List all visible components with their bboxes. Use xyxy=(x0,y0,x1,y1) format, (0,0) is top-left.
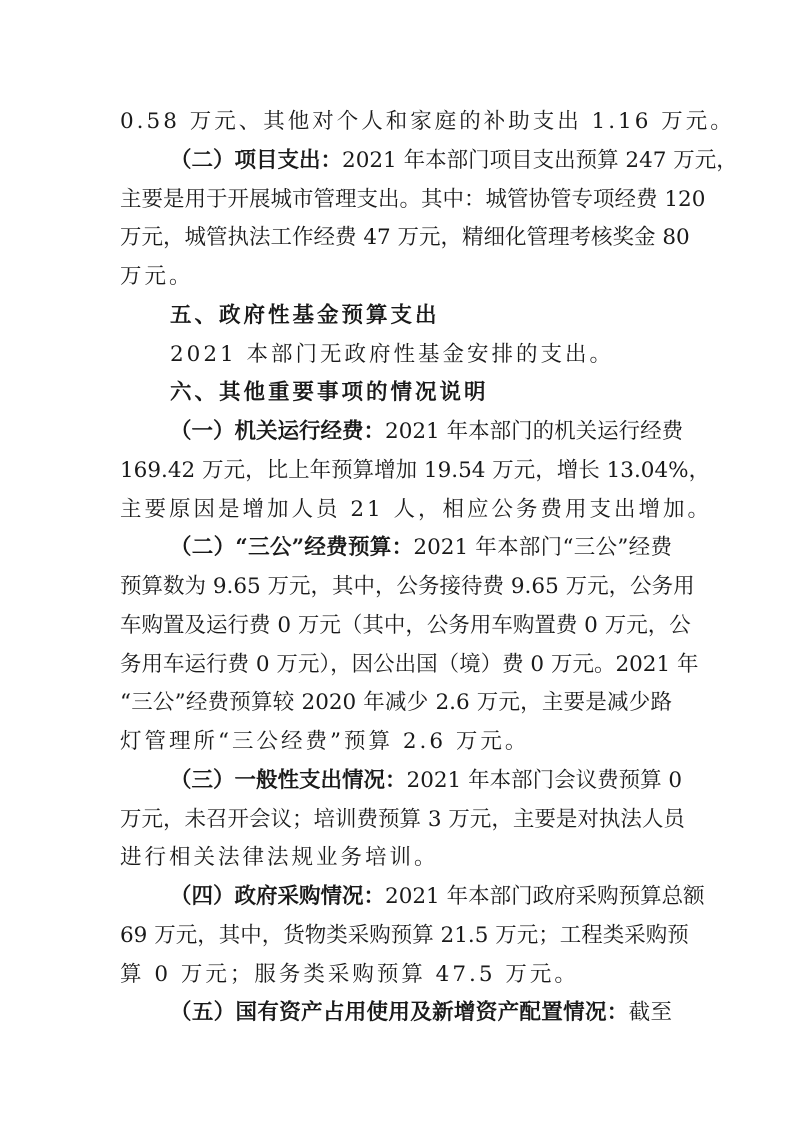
body-text: 算 0 万元；服务类采购预算 47.5 万元。 xyxy=(120,961,579,987)
text-line xyxy=(120,495,713,525)
body-text: 2021 年本部门的机关运行经费 xyxy=(385,419,684,444)
text-line xyxy=(120,921,689,951)
text-line xyxy=(170,146,738,176)
text-line xyxy=(170,301,672,331)
body-text: 2021 本部门无政府性基金安排的支出。 xyxy=(170,341,615,367)
text-line xyxy=(170,378,672,408)
body-text: 截至 xyxy=(628,1000,672,1026)
body-text: 进行相关法律法规业务培训。 xyxy=(120,845,439,871)
bold-heading: （二）“三公”经费预算： xyxy=(170,535,414,561)
body-text: 务用车运行费 0 万元），因公出国（境）费 0 万元。2021 年 xyxy=(120,651,699,677)
bold-heading: （一）机关运行经费： xyxy=(170,419,386,444)
text-line xyxy=(170,766,683,796)
text-line xyxy=(170,417,684,447)
text-line xyxy=(120,262,672,292)
body-text: 主要是用于开展城市管理支出。其中：城管协管专项经费 120 xyxy=(120,186,706,212)
bold-heading: （五）国有资产占用使用及新增资产配置情况： xyxy=(170,1000,629,1026)
text-line xyxy=(120,688,672,718)
body-text: 69 万元，其中，货物类采购预算 21.5 万元；工程类采购预 xyxy=(120,922,689,948)
body-text: 2021 年本部门会议费预算 0 xyxy=(406,767,683,793)
text-line xyxy=(120,727,672,757)
body-text: 169.42 万元，比上年预算增加 19.54 万元，增长 13.04%， xyxy=(120,457,711,483)
body-text: 2021 年本部门项目支出预算 247 万元， xyxy=(342,147,738,173)
body-text: 预算数为 9.65 万元，其中，公务接待费 9.65 万元，公务用 xyxy=(120,574,695,599)
body-text: 车购置及运行费 0 万元（其中，公务用车购置费 0 万元，公 xyxy=(120,612,691,638)
body-text: 2021 年本部门政府采购预算总额 xyxy=(385,884,705,909)
text-line xyxy=(120,456,711,486)
text-line xyxy=(120,960,672,990)
body-text: 万元。 xyxy=(120,264,194,289)
bold-heading: （四）政府采购情况： xyxy=(170,884,386,909)
bold-heading: 六、其他重要事项的情况说明 xyxy=(170,380,489,406)
text-line xyxy=(120,185,706,215)
body-text: 2021 年本部门“三公”经费 xyxy=(413,535,672,561)
text-line xyxy=(170,998,672,1028)
text-line xyxy=(120,223,690,253)
text-line xyxy=(170,533,672,563)
body-text: 万元，城管执法工作经费 47 万元，精细化管理考核奖金 80 xyxy=(120,225,690,251)
text-line xyxy=(120,805,685,835)
body-text: 灯管理所“三公经费”预算 2.6 万元。 xyxy=(120,729,530,754)
body-text: 万元，未召开会议；培训费预算 3 万元，主要是对执法人员 xyxy=(120,806,685,832)
text-line xyxy=(120,611,691,641)
body-text: “三公”经费预算较 2020 年减少 2.6 万元，主要是减少路 xyxy=(120,690,672,716)
text-line xyxy=(120,650,699,680)
text-line xyxy=(170,340,672,370)
body-text: 0.58 万元、其他对个人和家庭的补助支出 1.16 万元。 xyxy=(120,109,735,134)
text-line xyxy=(120,572,695,602)
bold-heading: （三）一般性支出情况： xyxy=(170,767,407,793)
bold-heading: （二）项目支出： xyxy=(170,147,343,173)
text-line xyxy=(120,843,672,873)
text-line xyxy=(170,882,705,912)
body-text: 主要原因是增加人员 21 人，相应公务费用支出增加。 xyxy=(120,496,713,522)
text-line xyxy=(120,107,735,137)
bold-heading: 五、政府性基金预算支出 xyxy=(170,302,440,328)
